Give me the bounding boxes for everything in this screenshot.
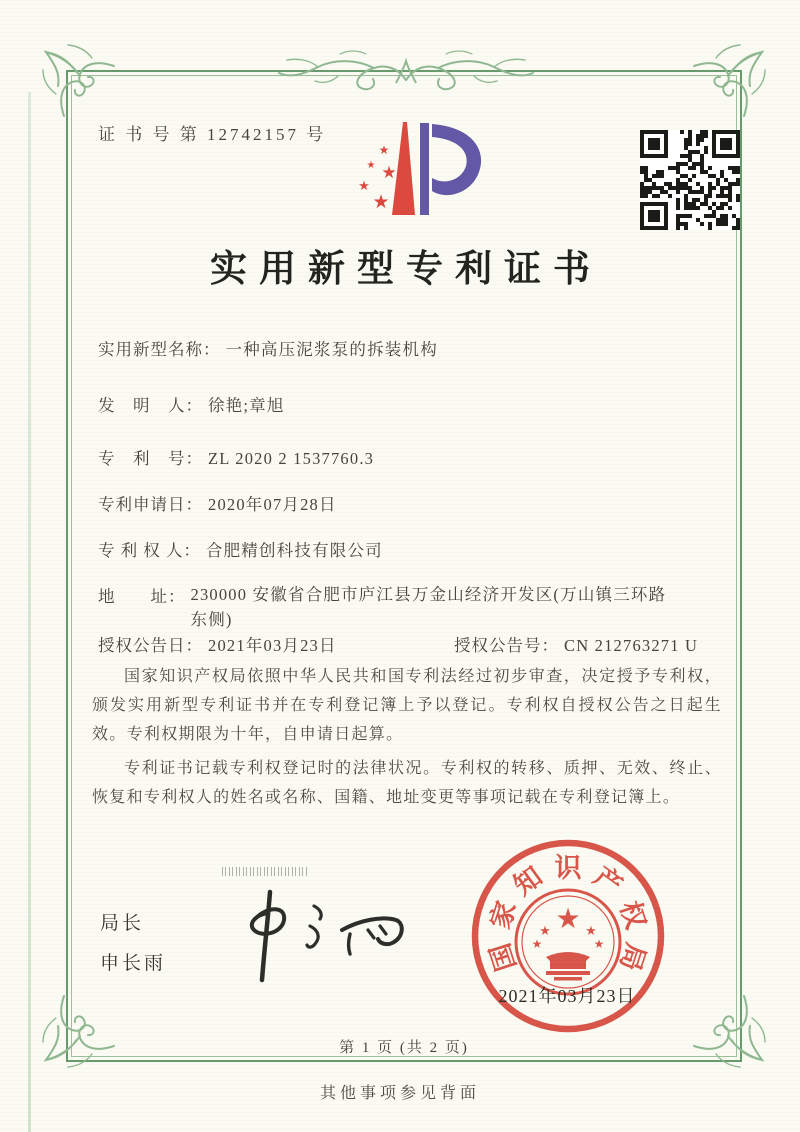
legal-paragraph-1: 国家知识产权局依照中华人民共和国专利法经过初步审查，决定授予专利权，颁发实用新型专利证书并在专利登记簿上予以登记。专利权自授权公告之日起生效。专利权期限为十年，自申请日起算。	[92, 668, 722, 743]
seal-national-emblem	[516, 890, 620, 994]
seal-char: 产	[588, 860, 628, 902]
seal-date: 2021年03月23日	[498, 986, 636, 1006]
field-label: 专 利 权 人：	[98, 541, 201, 560]
seal-char: 识	[554, 853, 582, 883]
svg-text:★: ★	[366, 160, 376, 171]
page-number: 第 1 页 (共 2 页)	[339, 1040, 469, 1056]
top-dragon-ornament	[278, 38, 534, 96]
signer-block	[100, 908, 166, 988]
signer-title: 局长	[100, 913, 145, 934]
legal-paragraph-2: 专利证书记载专利权登记时的法律状况。专利权的转移、质押、无效、终止、恢复和专利权人的姓名或名称、国籍、地址变更等事项记载在专利登记簿上。	[92, 760, 722, 806]
svg-text:★: ★	[539, 923, 551, 938]
qr-code	[640, 130, 740, 230]
field-invention-name	[98, 336, 438, 360]
field-label: 专利申请日：	[98, 495, 203, 514]
field-value: 2020年07月28日	[208, 495, 337, 514]
seal-char: 家	[484, 897, 522, 933]
field-inventor	[98, 392, 285, 416]
svg-text:★: ★	[585, 923, 597, 938]
field-value: 一种高压泥浆泵的拆装机构	[225, 340, 438, 359]
signer-name: 申长雨	[100, 953, 167, 974]
barcode-artifact	[222, 867, 308, 876]
logo-p-bowl	[432, 124, 481, 195]
field-address	[98, 583, 673, 632]
field-label: 发 明 人：	[98, 396, 203, 415]
field-filing-date	[98, 491, 337, 515]
svg-text:★: ★	[378, 143, 390, 157]
svg-text:★: ★	[358, 178, 370, 193]
corner-flourish-bottom-left	[34, 992, 118, 1076]
certificate-title: 实用新型专利证书	[210, 249, 602, 290]
svg-text:★: ★	[381, 163, 397, 182]
legal-text	[92, 662, 722, 817]
certificate-number: 证 书 号 第 12742157 号	[98, 125, 327, 144]
field-patentee	[98, 537, 383, 561]
svg-text:★: ★	[555, 904, 581, 935]
logo-p-stem	[420, 123, 429, 215]
corner-flourish-top-left	[34, 36, 118, 120]
seal-char: 知	[508, 860, 548, 902]
cnipa-logo	[336, 116, 488, 236]
svg-text:★: ★	[593, 937, 605, 951]
corner-flourish-bottom-right	[690, 992, 774, 1076]
field-value: ZL 2020 2 1537760.3	[208, 449, 375, 468]
corner-flourish-top-right	[690, 36, 774, 120]
svg-text:★: ★	[531, 937, 543, 951]
seal-char: 国	[484, 939, 522, 975]
field-patent-number	[98, 445, 374, 469]
field-label: 专 利 号：	[98, 449, 203, 468]
director-signature	[222, 878, 417, 990]
field-grant-row	[98, 632, 699, 656]
field-value: 230000 安徽省合肥市庐江县万金山经济开发区(万山镇三环路东侧)	[190, 585, 667, 629]
seal-char: 权	[614, 897, 652, 933]
field-label: 地 址：	[98, 587, 186, 606]
seal-char: 局	[614, 939, 652, 975]
grant-number	[454, 632, 698, 656]
grant-date-label: 授权公告日：	[98, 636, 203, 655]
field-value: 合肥精创科技有限公司	[205, 541, 383, 560]
grant-number-label: 授权公告号：	[454, 636, 559, 655]
grant-number-value: CN 212763271 U	[564, 636, 699, 655]
logo-stars	[358, 143, 396, 213]
field-label: 实用新型名称：	[98, 340, 221, 359]
grant-date-value: 2021年03月23日	[208, 636, 337, 655]
field-value: 徐艳;章旭	[208, 396, 285, 415]
svg-text:★: ★	[372, 192, 390, 213]
back-side-note: 其他事项参见背面	[319, 1085, 480, 1102]
